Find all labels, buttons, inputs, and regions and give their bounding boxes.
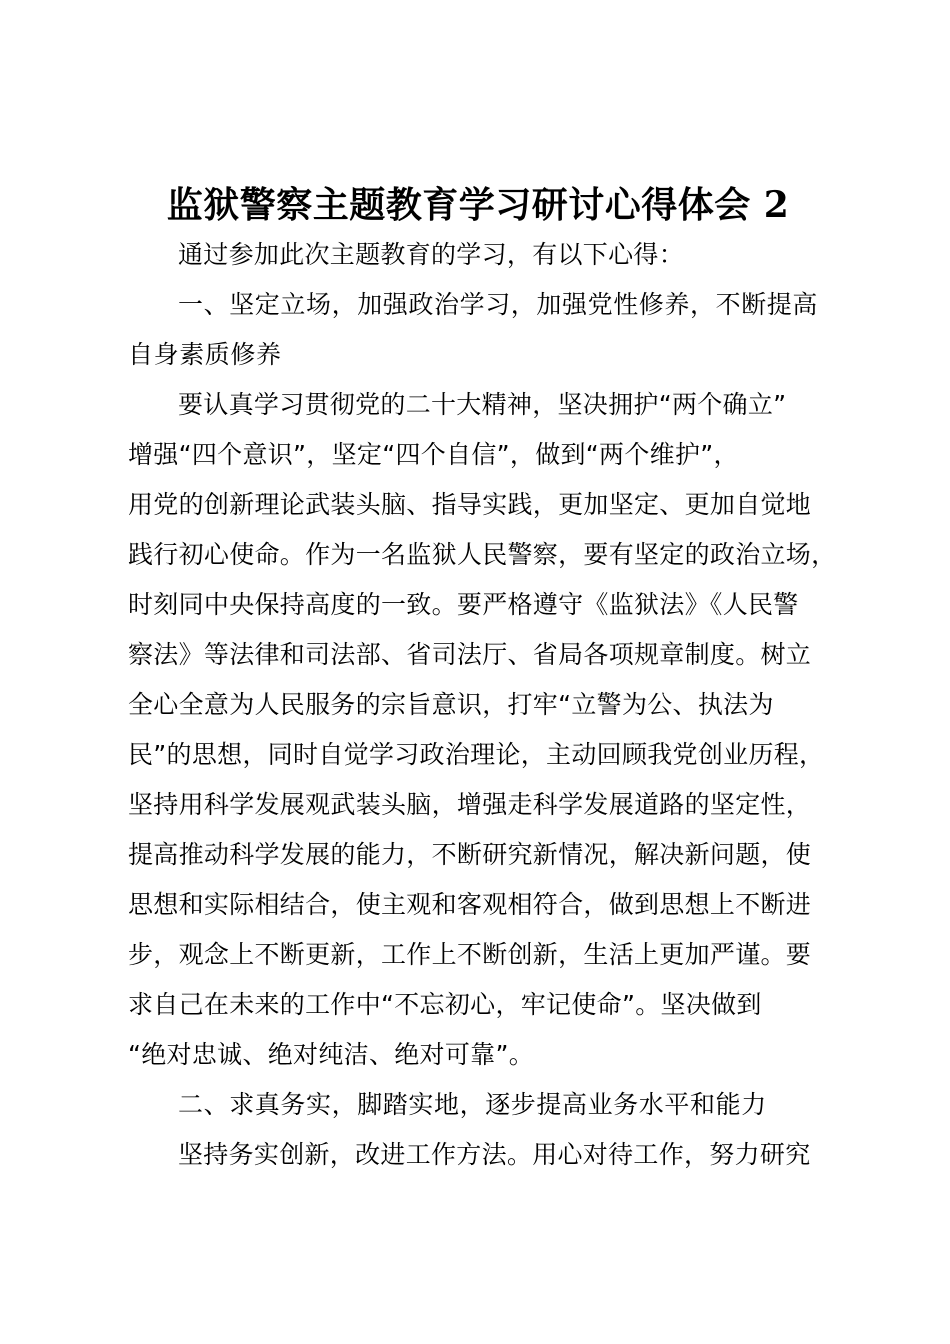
section1-body-line: 求自己在未来的工作中“不忘初心，牢记使命”。坚决做到 <box>128 990 762 1019</box>
section1-heading-line1: 一、坚定立场，加强政治学习，加强党性修养，不断提高 <box>178 290 819 319</box>
section1-body-line: 要认真学习贯彻党的二十大精神，坚决拥护“两个确立” <box>178 390 787 419</box>
section1-body-line: 思想和实际相结合，使主观和客观相符合，做到思想上不断进 <box>128 890 812 919</box>
section1-body-line: 践行初心使命。作为一名监狱人民警察，要有坚定的政治立场， <box>128 540 837 569</box>
section2-heading: 二、求真务实，脚踏实地，逐步提高业务水平和能力 <box>178 1090 767 1119</box>
section1-body-line: 用党的创新理论武装头脑、指导实践，更加坚定、更加自觉地 <box>128 490 812 519</box>
section1-body-line: 时刻同中央保持高度的一致。要严格遵守《监狱法》《人民警 <box>128 590 799 619</box>
section1-body-line: 察法》等法律和司法部、省司法厅、省局各项规章制度。树立 <box>128 640 812 669</box>
section1-body-line: 坚持用科学发展观武装头脑，增强走科学发展道路的坚定性， <box>128 790 812 819</box>
intro-paragraph: 通过参加此次主题教育的学习，有以下心得： <box>178 240 685 269</box>
section1-heading-line2: 自身素质修养 <box>128 340 282 369</box>
section2-body-line: 坚持务实创新，改进工作方法。用心对待工作，努力研究 <box>178 1140 811 1169</box>
section1-body-line: “绝对忠诚、绝对纯洁、绝对可靠”。 <box>128 1040 535 1069</box>
section1-body-line: 全心全意为人民服务的宗旨意识，打牢“立警为公、执法为 <box>128 690 774 719</box>
document-title: 监狱警察主题教育学习研讨心得体会 2 <box>166 184 790 226</box>
section1-body-line: 步，观念上不断更新，工作上不断创新，生活上更加严谨。要 <box>128 940 812 969</box>
section1-body-line: 民”的思想，同时自觉学习政治理论，主动回顾我党创业历程， <box>128 740 825 769</box>
section1-body-line: 增强“四个意识”，坚定“四个自信”，做到“两个维护”， <box>128 440 739 469</box>
section1-body-line: 提高推动科学发展的能力，不断研究新情况，解决新问题，使 <box>128 840 812 869</box>
